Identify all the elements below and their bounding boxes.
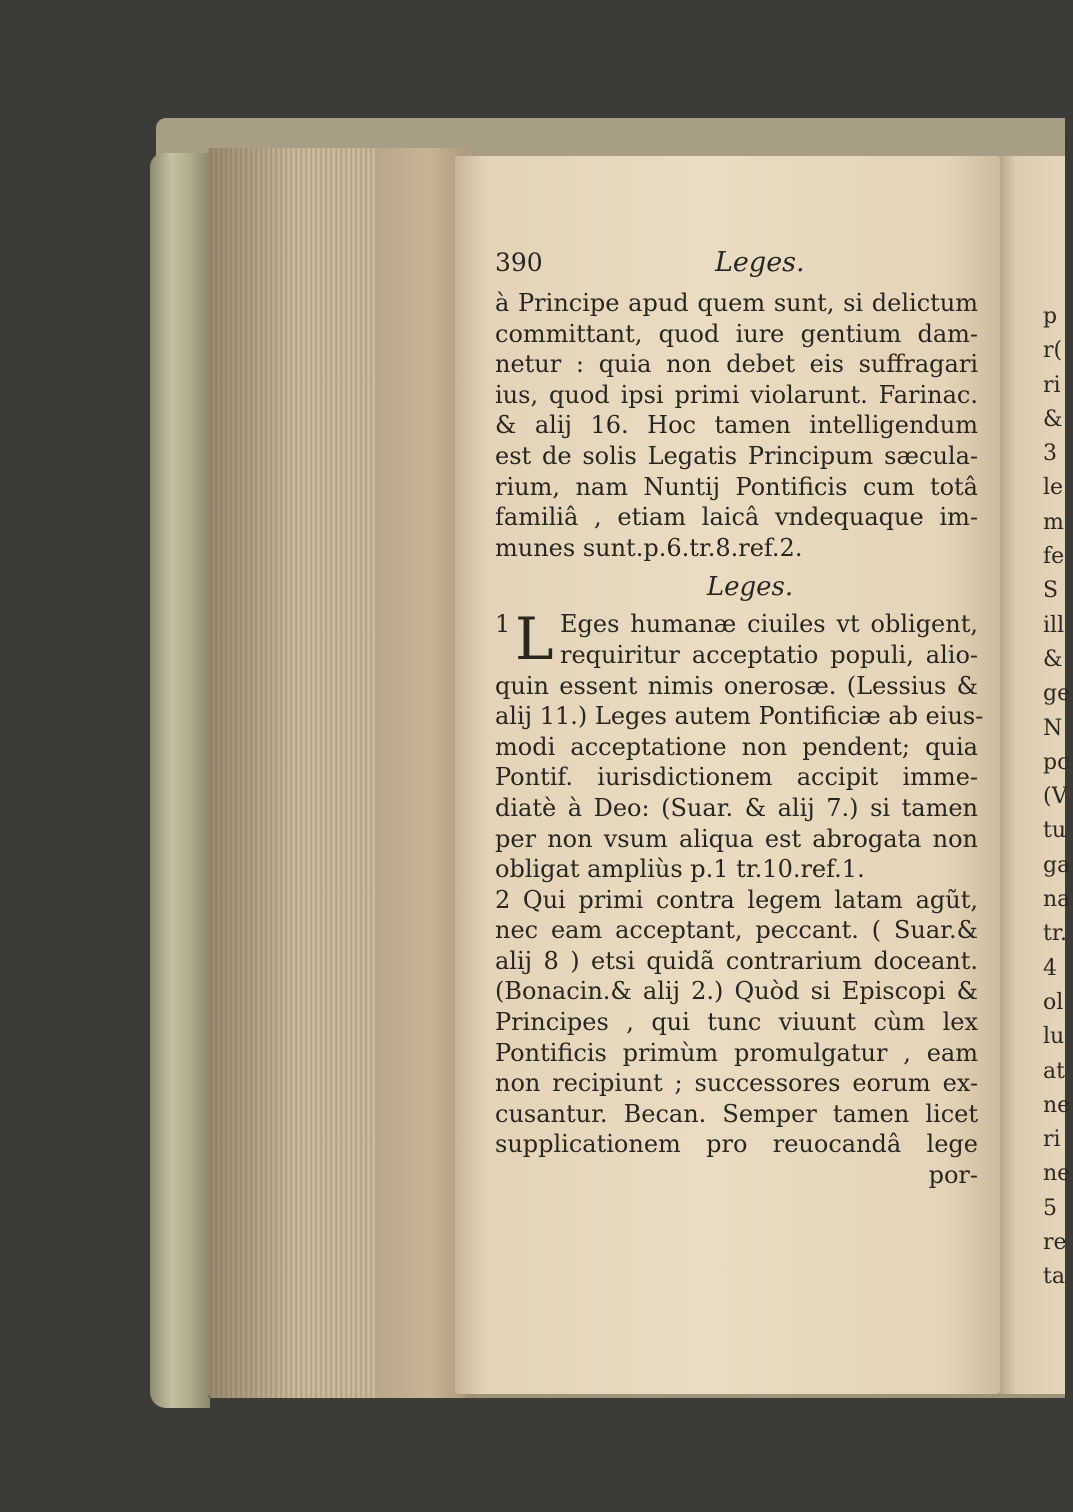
next-page-fragment: 3	[1043, 441, 1057, 467]
text-line: diatè à Deo: (Suar. & alij 7.) si tamen	[495, 793, 978, 822]
text-line: nec eam acceptant, peccant. ( Suar.&	[495, 916, 978, 945]
text-line: alij 11.) Leges autem Pontificiæ ab eius-	[495, 702, 984, 731]
text-line: non recipiunt ; successores eorum ex-	[495, 1069, 978, 1098]
text-line: modi acceptatione non pendent; quia	[495, 732, 978, 761]
next-page-fragment: ne	[1043, 1161, 1071, 1187]
text-line: à Principe apud quem sunt, si delictum	[495, 289, 978, 317]
next-page-fragment: le	[1043, 475, 1064, 501]
text-line: committant, quod iure gentium dam-	[495, 319, 978, 348]
next-page-fragment: (V	[1043, 784, 1068, 810]
next-page-fragment: re	[1043, 1230, 1067, 1256]
next-page-fragment: N	[1043, 715, 1063, 741]
left-leaf	[375, 148, 465, 1398]
text-line: cusantur. Becan. Semper tamen licet	[495, 1099, 978, 1128]
next-page-fragment: 4	[1043, 955, 1057, 981]
text-line: supplicationem pro reuocandâ lege	[495, 1130, 978, 1159]
next-page-fragment: 5	[1043, 1195, 1057, 1221]
next-page-fragment: pc	[1043, 749, 1070, 775]
text-line: Pontificis primùm promulgatur , eam	[495, 1038, 978, 1067]
text-line: requiritur acceptatio populi, alio-	[560, 640, 978, 669]
next-page-fragment: at	[1043, 1058, 1065, 1084]
next-page-fragment: na	[1043, 887, 1071, 913]
next-page-fragment: ill	[1043, 612, 1065, 638]
next-page-fragment: ol	[1043, 989, 1064, 1015]
drop-cap: L	[515, 605, 554, 674]
text-line: (Bonacin.& alij 2.) Quòd si Episcopi &	[495, 977, 978, 1006]
text-line: munes sunt.p.6.tr.8.ref.2.	[495, 533, 803, 562]
next-page-fragment: ge	[1043, 681, 1071, 707]
text-line: alij 8 ) etsi quidã contrarium doceant.	[495, 946, 978, 975]
next-page-fragment: p	[1043, 304, 1058, 329]
book-spine	[150, 153, 210, 1408]
text-line: quin essent nimis onerosæ. (Lessius &	[495, 671, 978, 700]
text-line: 2 Qui primi contra legem latam agũt,	[495, 885, 978, 914]
next-page-fragment: ga	[1043, 852, 1071, 878]
next-page-fragment: ta	[1043, 1264, 1065, 1290]
next-page-fragment: ne	[1043, 1092, 1071, 1118]
text-line: rium, nam Nuntij Pontificis cum totâ	[495, 472, 978, 501]
next-page-fragment: r(	[1043, 338, 1063, 364]
next-page-fragment: &	[1043, 646, 1063, 672]
page-header	[495, 248, 985, 288]
next-page-fragment: S	[1043, 578, 1059, 604]
text-line: Pontif. iurisdictionem accipit imme-	[495, 763, 978, 792]
paragraph-2	[495, 605, 985, 884]
next-page-fragment: fe	[1043, 544, 1065, 570]
catchword: por-	[928, 1161, 978, 1190]
text-line: netur : quia non debet eis suffragari	[495, 350, 978, 379]
section-title: Leges.	[706, 572, 794, 603]
paragraph-3	[495, 885, 985, 1160]
text-line: est de solis Legatis Principum sæcula-	[495, 441, 978, 470]
running-head: Leges.	[715, 247, 805, 278]
text-line: per non vsum aliqua est abrogata non	[495, 824, 978, 853]
text-line: Eges humanæ ciuiles vt obligent,	[560, 610, 978, 639]
text-line: & alij 16. Hoc tamen intelligendum	[495, 411, 978, 440]
next-page-fragment: m	[1043, 509, 1064, 535]
next-page-fragment: tr.	[1043, 921, 1067, 947]
next-page-fragments	[1043, 300, 1073, 1295]
page-number: 390	[495, 248, 543, 277]
text-line: familiâ , etiam laicâ vndequaque im-	[495, 503, 978, 532]
text-block	[495, 248, 985, 1191]
paragraph-1	[495, 288, 985, 563]
text-line: ius, quod ipsi primi violarunt. Farinac.	[495, 380, 978, 409]
text-line: Principes , qui tunc viuunt cùm lex	[495, 1008, 978, 1037]
paragraph-number: 1	[495, 610, 511, 639]
next-page-fragment: tu	[1043, 818, 1067, 844]
text-line: obligat ampliùs p.1 tr.10.ref.1.	[495, 855, 865, 884]
next-page-fragment: &	[1043, 406, 1063, 432]
next-page-fragment: ri	[1043, 1127, 1061, 1153]
next-page-fragment: ri	[1043, 372, 1061, 398]
next-page-fragment: lu	[1043, 1024, 1065, 1050]
